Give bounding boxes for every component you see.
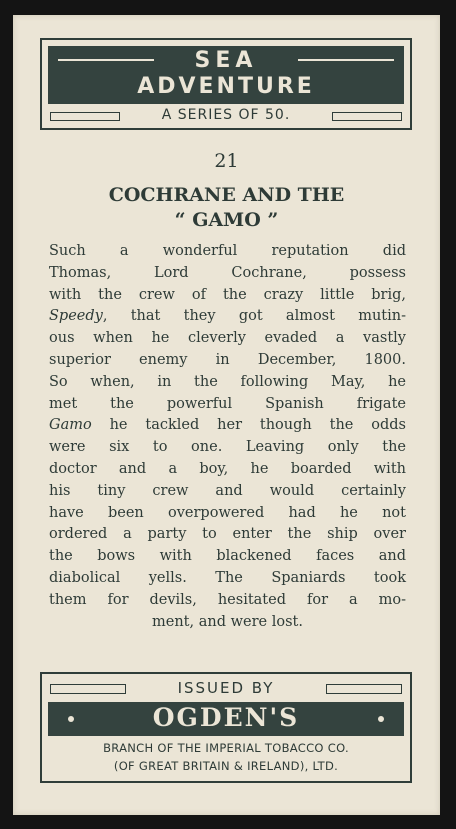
card-title [13,183,440,233]
story-line: met the powerful Spanish frigate [49,395,406,412]
series-count: A SERIES OF 50. [161,107,291,123]
story-line: diabolical yells. The Spaniards took [49,569,406,586]
branch-line-1: BRANCH OF THE IMPERIAL TOBACCO CO. [103,741,349,755]
card-title-line2: “ GAMO ” [174,209,279,231]
story-line: ordered a party to enter the ship over [49,526,406,543]
story-line: doctor and a boy, he boarded with [49,460,406,477]
card-number: 21 [214,150,239,172]
ship-name: Gamo [49,417,92,434]
header-band [48,46,404,104]
story-line: ous when he cleverly evaded a vastly [49,330,406,347]
story-line: have been overpowered had he not [49,504,406,521]
story-text [49,241,406,633]
header-panel [40,38,412,130]
cigarette-card [13,15,440,815]
card-title-line1: COCHRANE AND THE [108,184,345,206]
issued-box-right [326,684,402,694]
dot-right-icon [378,716,384,722]
ship-name: Speedy [49,308,103,325]
story-line: Such a wonderful reputation did [49,243,406,259]
series-title-adventure: ADVENTURE [137,74,315,99]
footer-panel [40,672,412,783]
issued-by: ISSUED BY [177,679,275,697]
brand-name: OGDEN'S [152,703,300,732]
story-line: were six to one. Leaving only the [49,439,406,456]
story-line: ment, and were lost. [152,613,303,630]
branch-line-2: (OF GREAT BRITAIN & IRELAND), LTD. [113,759,339,773]
issued-by-row [42,679,410,699]
story-line: Gamo he tackled her though the odds [49,417,406,434]
series-count-row [42,108,410,126]
story-line: Speedy, that they got almost mutin- [49,308,406,325]
story-line: So when, in the following May, he [49,373,406,390]
story-line: Thomas, Lord Cochrane, possess [49,264,406,281]
story-line: his tiny crew and would certainly [49,482,406,499]
story-line: them for devils, hesitated for a mo- [49,591,406,608]
story-line: with the crew of the crazy little brig, [49,286,406,303]
brand-band [48,702,404,736]
story-line: superior enemy in December, 1800. [49,351,406,368]
series-title-sea: SEA [194,48,258,73]
story-line: the bows with blackened faces and [49,548,406,565]
series-box-right [332,112,402,121]
